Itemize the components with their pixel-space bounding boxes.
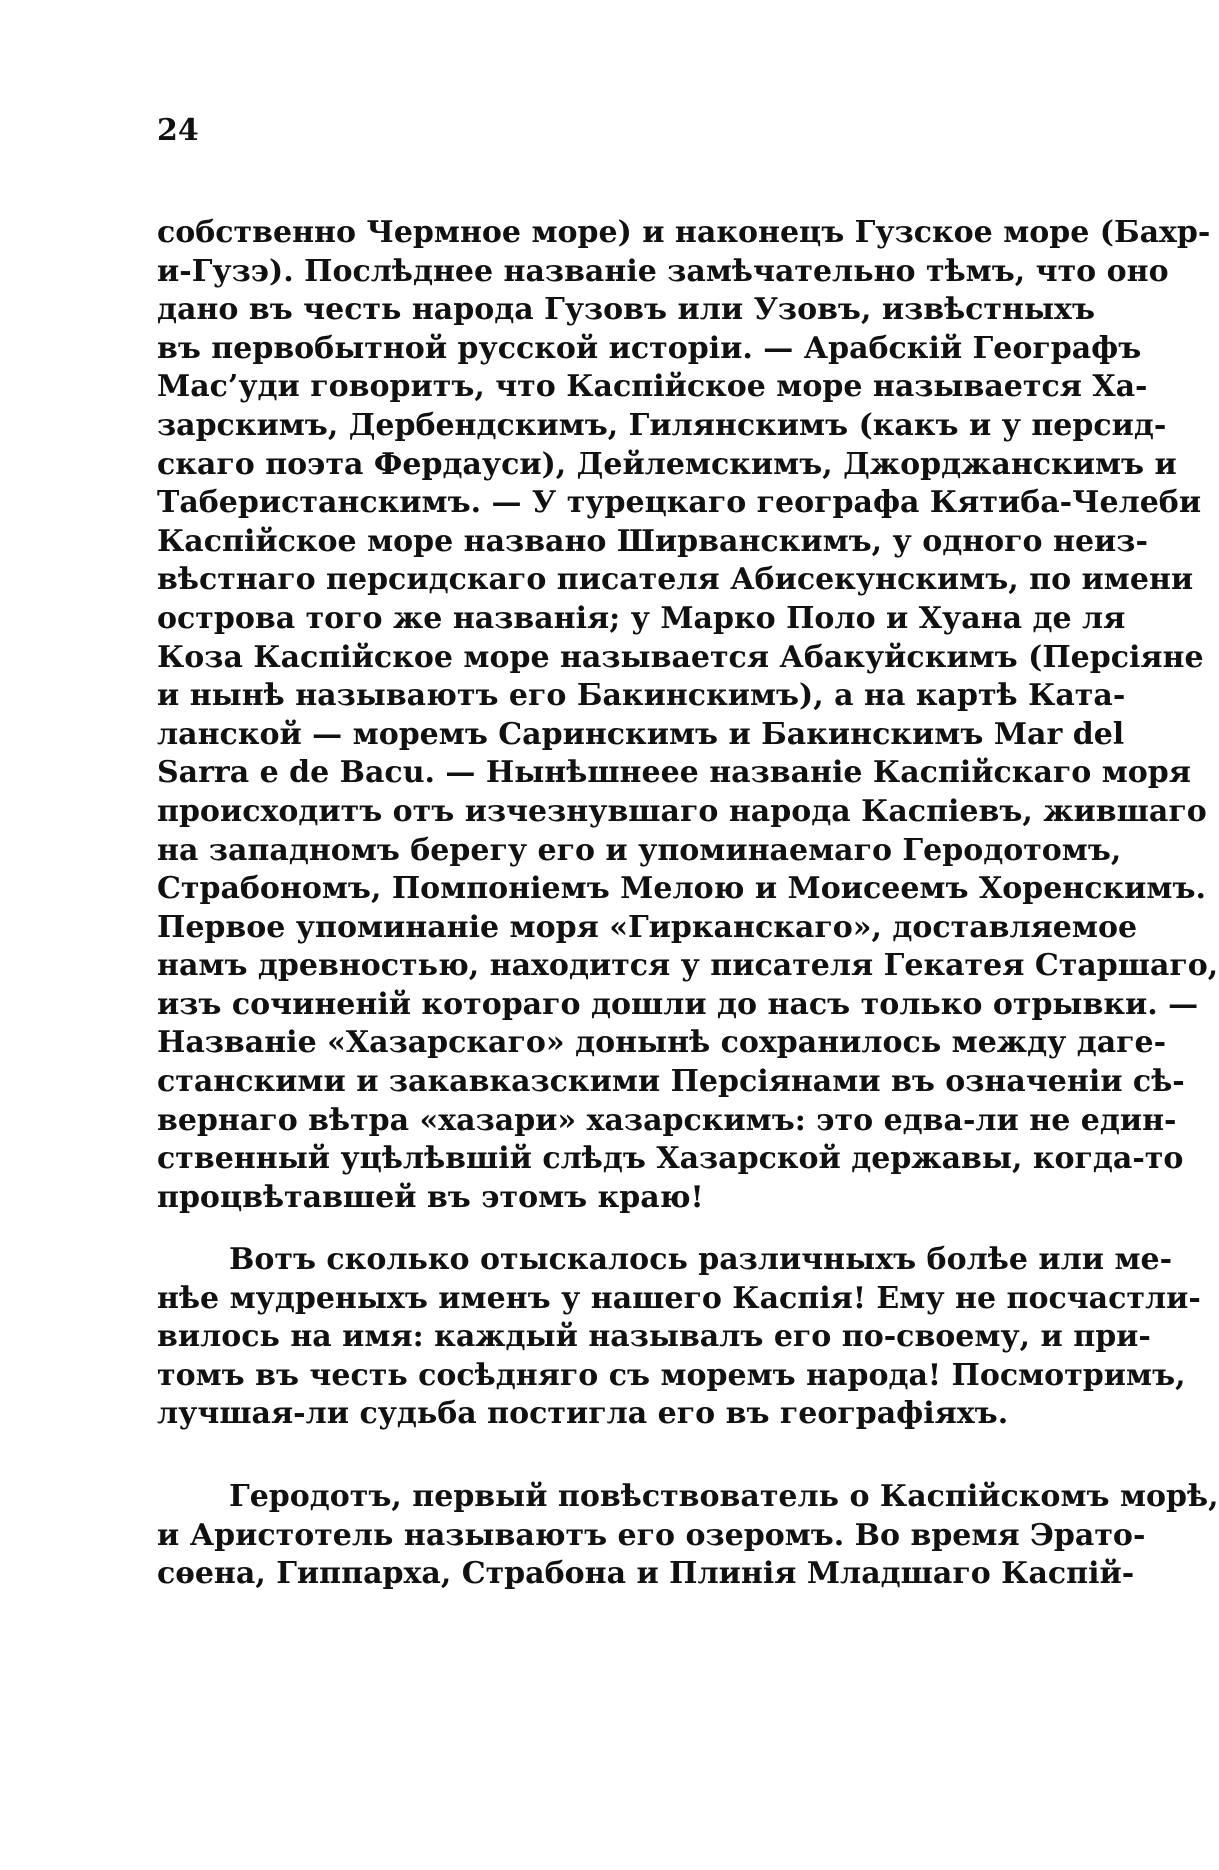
page-number: 24: [157, 113, 199, 148]
text-line: вернаго вѣтра «хазари» хазарскимъ: это едва-ли не един-: [157, 1102, 1177, 1138]
text-line: и нынѣ называютъ его Бакинскимъ), а на картѣ Ката-: [157, 678, 1126, 714]
text-line: вилось на имя: каждый называлъ его по-своему, и при-: [157, 1319, 1151, 1355]
text-line: въ первобытной русской исторіи. — Арабскій Географъ: [157, 330, 1142, 366]
text-line: процвѣтавшей въ этомъ краю!: [157, 1179, 704, 1215]
paragraph-2: [157, 1241, 1201, 1434]
paragraph-3: [157, 1478, 1219, 1594]
text-line: нѣе мудреныхъ именъ у нашего Каспія! Ему не посчастли-: [157, 1280, 1201, 1316]
text-line: Коза Каспійское море называется Абакуйскимъ (Персіяне: [157, 639, 1204, 675]
paragraph-1: [157, 214, 1219, 1217]
text-line: Страбономъ, Помпоніемъ Мелою и Моисеемъ Хоренскимъ.: [157, 871, 1206, 907]
text-line: собственно Чермное море) и наконецъ Гузское море (Бахр-: [157, 215, 1211, 250]
text-line: ственный уцѣлѣвшій слѣдъ Хазарской державы, когда-то: [157, 1141, 1184, 1177]
text-line: скаго поэта Фердауси), Дейлемскимъ, Джорджанскимъ и: [157, 446, 1177, 482]
text-line: Геродотъ, первый повѣствователь о Каспійскомъ морѣ,: [229, 1479, 1219, 1514]
text-line: дано въ честь народа Гузовъ или Узовъ, извѣстныхъ: [157, 292, 1095, 328]
text-line: ланской — моремъ Саринскимъ и Бакинскимъ Mar del: [157, 716, 1125, 752]
text-line: и-Гузэ). Послѣднее названіе замѣчательно тѣмъ, что оно: [157, 253, 1169, 289]
text-line: происходитъ отъ изчезнувшаго народа Каспіевъ, жившаго: [157, 793, 1207, 829]
text-line: Мас’уди говоритъ, что Каспійское море называется Ха-: [157, 369, 1148, 405]
text-line: Названіе «Хазарскаго» донынѣ сохранилось между даге-: [157, 1025, 1167, 1061]
text-line: изъ сочиненій котораго дошли до насъ только отрывки. —: [157, 986, 1199, 1022]
text-line: томъ въ честь сосѣдняго съ моремъ народа! Посмотримъ,: [157, 1357, 1186, 1393]
text-line: острова того же названія; у Марко Поло и Хуана де ля: [157, 600, 1126, 636]
text-line: Sarra e de Bacu. — Нынѣшнеее названіе Каспійскаго моря: [157, 755, 1191, 791]
text-line: Первое упоминаніе моря «Гирканскаго», доставляемое: [157, 909, 1138, 945]
text-line: станскими и закавказскими Персіянами въ означеніи сѣ-: [157, 1064, 1185, 1100]
text-line: Каспійское море названо Ширванскимъ, у одного неиз-: [157, 523, 1148, 559]
text-line: и Аристотель называютъ его озеромъ. Во время Эрато-: [157, 1517, 1146, 1553]
text-line: на западномъ берегу его и упоминаемаго Геродотомъ,: [157, 832, 1122, 868]
text-line: намъ древностью, находится у писателя Гекатея Старшаго,: [157, 948, 1219, 984]
text-line: лучшая-ли судьба постигла его въ географіяхъ.: [157, 1396, 1009, 1432]
text-line: сѳена, Гиппарха, Страбона и Плинія Младшаго Каспій-: [157, 1556, 1135, 1592]
text-line: зарскимъ, Дербендскимъ, Гилянскимъ (какъ и у персид-: [157, 407, 1167, 443]
text-line: Вотъ сколько отыскалось различныхъ болѣе или ме-: [229, 1242, 1173, 1277]
text-line: Таберистанскимъ. — У турецкаго географа Кятиба-Челеби: [157, 485, 1202, 521]
text-line: вѣстнаго персидскаго писателя Абисекунскимъ, по имени: [157, 562, 1194, 598]
